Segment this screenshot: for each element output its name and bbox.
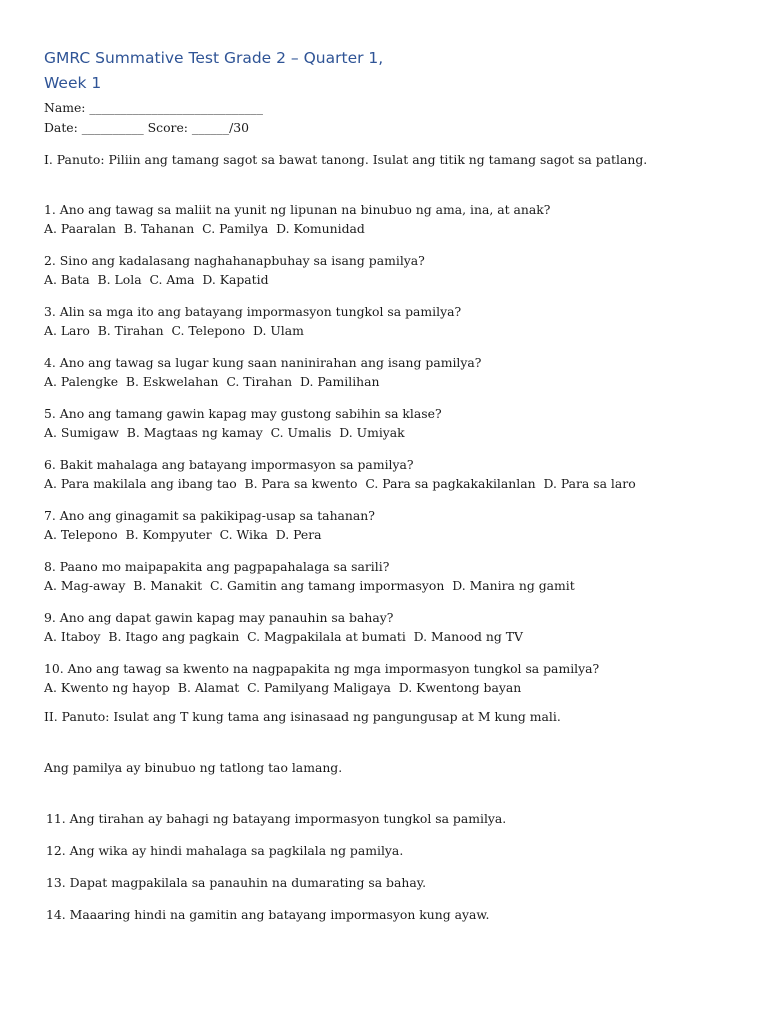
question-item (44, 251, 734, 289)
date-score-field: Date: __________ Score: ______/30 (44, 120, 250, 135)
question-item (44, 557, 734, 595)
test-page (44, 46, 734, 925)
part2-intro-statement: Ang pamilya ay binubuo ng tatlong tao lamang. (44, 760, 343, 775)
question-choices: A. Telepono B. Kompyuter C. Wika D. Pera (44, 527, 322, 542)
title-line-1: GMRC Summative Test Grade 2 – Quarter 1, (44, 49, 384, 67)
question-choices: A. Paaralan B. Tahanan C. Pamilya D. Komunidad (44, 221, 365, 236)
name-field: Name: ____________________________ (44, 100, 263, 115)
question-item (44, 404, 734, 442)
question-item (44, 659, 734, 697)
question-list (44, 200, 734, 697)
question-item (44, 353, 734, 391)
question-choices: A. Bata B. Lola C. Ama D. Kapatid (44, 272, 269, 287)
question-choices: A. Kwento ng hayop B. Alamat C. Pamilyang Maligaya D. Kwentong bayan (44, 680, 522, 695)
statement-item: 13. Dapat magpakilala sa panauhin na dumarating sa bahay. (46, 875, 427, 890)
question-choices: A. Mag-away B. Manakit C. Gamitin ang tamang impormasyon D. Manira ng gamit (44, 578, 575, 593)
statement-item: 14. Maaaring hindi na gamitin ang batayang impormasyon kung ayaw. (46, 907, 490, 922)
part1-instruction: I. Panuto: Piliin ang tamang sagot sa bawat tanong. Isulat ang titik ng tamang sagot sa patlang. (44, 152, 648, 167)
question-choices: A. Para makilala ang ibang tao B. Para sa kwento C. Para sa pagkakakilanlan D. Para sa laro (44, 476, 636, 491)
question-choices: A. Palengke B. Eskwelahan C. Tirahan D. Pamilihan (44, 374, 380, 389)
question-text: 8. Paano mo maipapakita ang pagpapahalaga sa sarili? (44, 559, 390, 574)
question-choices: A. Laro B. Tirahan C. Telepono D. Ulam (44, 323, 304, 338)
statement-item: 11. Ang tirahan ay bahagi ng batayang impormasyon tungkol sa pamilya. (46, 811, 507, 826)
question-text: 7. Ano ang ginagamit sa pakikipag-usap sa tahanan? (44, 508, 375, 523)
question-text: 2. Sino ang kadalasang naghahanapbuhay sa isang pamilya? (44, 253, 425, 268)
question-text: 10. Ano ang tawag sa kwento na nagpapakita ng mga impormasyon tungkol sa pamilya? (44, 661, 600, 676)
title-line-2: Week 1 (44, 74, 102, 92)
question-text: 3. Alin sa mga ito ang batayang impormasyon tungkol sa pamilya? (44, 304, 462, 319)
statement-list (44, 809, 734, 925)
question-item (44, 200, 734, 238)
page-title (44, 46, 734, 96)
question-text: 6. Bakit mahalaga ang batayang impormasyon sa pamilya? (44, 457, 414, 472)
question-choices: A. Itaboy B. Itago ang pagkain C. Magpakilala at bumati D. Manood ng TV (44, 629, 523, 644)
question-item (44, 506, 734, 544)
question-text: 1. Ano ang tawag sa maliit na yunit ng lipunan na binubuo ng ama, ina, at anak? (44, 202, 551, 217)
question-text: 9. Ano ang dapat gawin kapag may panauhin sa bahay? (44, 610, 394, 625)
question-item (44, 302, 734, 340)
question-choices: A. Sumigaw B. Magtaas ng kamay C. Umalis D. Umiyak (44, 425, 405, 440)
statement-item: 12. Ang wika ay hindi mahalaga sa pagkilala ng pamilya. (46, 843, 404, 858)
question-item (44, 455, 734, 493)
question-text: 5. Ano ang tamang gawin kapag may gustong sabihin sa klase? (44, 406, 442, 421)
question-text: 4. Ano ang tawag sa lugar kung saan naninirahan ang isang pamilya? (44, 355, 482, 370)
question-item (44, 608, 734, 646)
part2-instruction: II. Panuto: Isulat ang T kung tama ang isinasaad ng pangungusap at M kung mali. (44, 709, 561, 724)
